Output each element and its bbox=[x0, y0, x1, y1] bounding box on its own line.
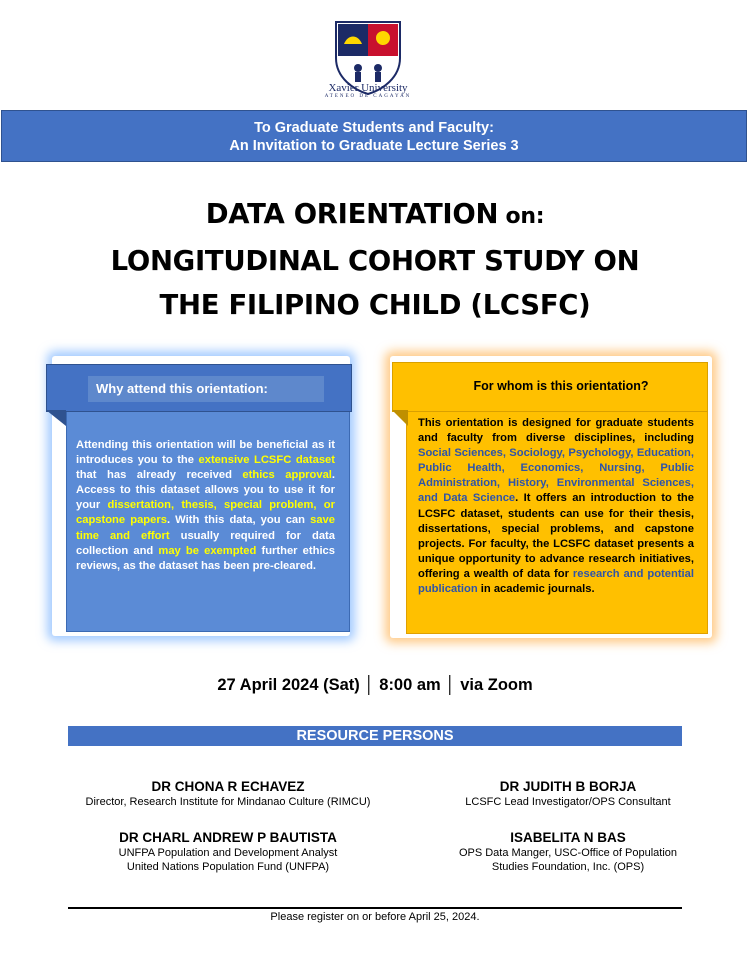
event-time: 8:00 am bbox=[379, 676, 441, 694]
person-name: DR CHONA R ECHAVEZ bbox=[151, 779, 305, 794]
whom-card-fold bbox=[392, 410, 408, 426]
resource-person-bautista bbox=[60, 829, 396, 874]
person-name: DR CHARL ANDREW P BAUTISTA bbox=[119, 830, 337, 845]
resource-persons-heading: RESOURCE PERSONS bbox=[68, 726, 682, 746]
person-role: Director, Research Institute for Mindanao Culture (RIMCU) bbox=[85, 796, 371, 808]
person-role: LCSFC Lead Investigator/OPS Consultant bbox=[465, 796, 671, 808]
event-details bbox=[0, 676, 750, 695]
person-name: DR JUDITH B BORJA bbox=[499, 779, 637, 794]
page-title bbox=[20, 192, 730, 327]
invitation-banner bbox=[1, 110, 747, 162]
banner-line-1: To Graduate Students and Faculty: bbox=[254, 120, 494, 136]
title-main: DATA ORIENTATION bbox=[205, 198, 499, 230]
event-separator-1: │ bbox=[359, 676, 380, 694]
person-role-2: Studies Foundation, Inc. (OPS) bbox=[491, 861, 645, 873]
resource-person-echavez bbox=[60, 778, 396, 809]
university-name: Xavier University bbox=[328, 82, 408, 94]
why-card-fold bbox=[46, 410, 66, 426]
event-date: 27 April 2024 (Sat) bbox=[217, 676, 360, 694]
person-name: ISABELITA N BAS bbox=[510, 830, 626, 845]
title-line-3: THE FILIPINO CHILD (LCSFC) bbox=[159, 289, 591, 321]
event-separator-2: │ bbox=[440, 676, 461, 694]
title-line-2: LONGITUDINAL COHORT STUDY ON bbox=[110, 245, 640, 277]
resource-person-borja bbox=[418, 778, 718, 809]
title-on: on: bbox=[498, 204, 545, 229]
university-subname: ATENEO DE CAGAYAN bbox=[324, 94, 412, 99]
person-role: OPS Data Manger, USC-Office of Population bbox=[458, 847, 678, 859]
banner-line-2: An Invitation to Graduate Lecture Series 3 bbox=[229, 138, 519, 154]
title-line-1 bbox=[20, 192, 730, 239]
person-role: UNFPA Population and Development Analyst bbox=[118, 847, 338, 859]
resource-person-bas bbox=[418, 829, 718, 874]
why-body: Attending this orientation will be beneficial as it introduces you to the extensive LCSFC dataset that has already received ethics approval. Access to this dataset allows you to use it for your dissertation, thesis, special problem, or capstone papers. With this data, you can save time and effort usually required for data collection and may be exempted further ethics reviews, as the dataset has been pre-cleared. bbox=[76, 439, 336, 572]
why-heading: Why attend this orientation: bbox=[88, 376, 324, 402]
registration-note: Please register on or before April 25, 2024. bbox=[270, 911, 480, 923]
footer-divider bbox=[68, 907, 682, 909]
person-role-2: United Nations Population Fund (UNFPA) bbox=[126, 861, 330, 873]
whom-body: This orientation is designed for graduate students and faculty from diverse disciplines, including Social Sciences, Sociology, Psychology, Education, Public Health, Economics, Nursing, Public Administration, History, Environmental Sciences, and Data Science. It offers an introduction to the LCSFC dataset, students can use for their thesis, dissertations, special problems, and capstone projects. For faculty, the LCSFC dataset presents a unique opportunity to advance research initiatives, offering a wealth of data for research and potential publication in academic journals. bbox=[418, 417, 694, 596]
whom-heading: For whom is this orientation? bbox=[420, 372, 702, 400]
event-venue: via Zoom bbox=[460, 676, 533, 694]
